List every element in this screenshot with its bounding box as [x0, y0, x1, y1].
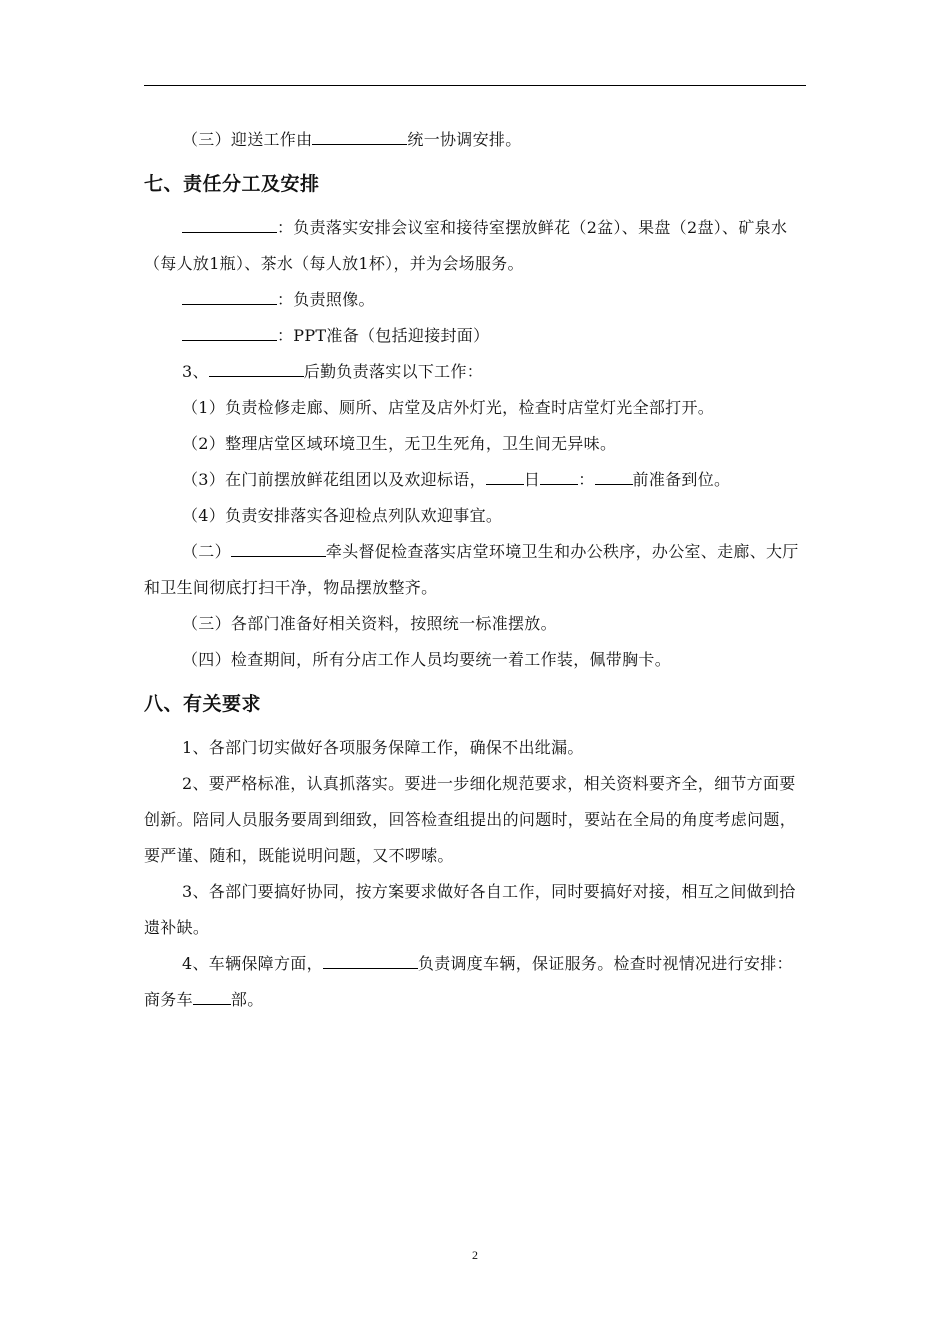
fill-in-blank-minute[interactable] [595, 467, 633, 485]
section-title-responsibilities: 七、责任分工及安排 [144, 173, 320, 195]
paragraph-environment-check [144, 534, 806, 606]
fill-in-blank[interactable] [182, 215, 277, 233]
paragraph-requirement-4 [144, 946, 806, 1018]
text-segment: 牵头督促检查落实店堂环境卫生和办公秩序，办公室、走廊、大厅和卫生间彻底打扫干净，物品摆放整齐。 [144, 542, 799, 597]
text-segment: 统一协调安排。 [407, 130, 522, 149]
fill-in-blank[interactable] [323, 951, 418, 969]
fill-in-blank[interactable] [182, 287, 277, 305]
paragraph-requirement-3: 3、各部门要搞好协同，按方案要求做好各自工作，同时要搞好对接，相互之间做到拾遗补缺。 [144, 882, 796, 937]
text-segment: 3、 [182, 362, 209, 381]
fill-in-blank[interactable] [209, 359, 304, 377]
text-segment: （二） [182, 542, 231, 561]
paragraph-requirement-2: 2、要严格标准，认真抓落实。要进一步细化规范要求，相关资料要齐全，细节方面要创新。陪同人员服务要周到细致，回答检查组提出的问题时，要站在全局的角度考虑问题，要严谨、随和，既能说明问题，又不啰嗦。 [144, 774, 797, 865]
section-title-requirements: 八、有关要求 [144, 693, 262, 715]
text-segment: （三）迎送工作由 [182, 130, 313, 149]
paragraph-logistics [144, 354, 806, 390]
fill-in-blank-hour[interactable] [540, 467, 578, 485]
paragraph-materials: （三）各部门准备好相关资料，按照统一标准摆放。 [182, 614, 557, 633]
fill-in-blank[interactable] [231, 539, 326, 557]
paragraph-duty-ppt [144, 318, 806, 354]
paragraph-duty-meeting-room [144, 210, 806, 282]
text-segment: 前准备到位。 [632, 470, 731, 489]
paragraph-logistics-1: （1）负责检修走廊、厕所、店堂及店外灯光，检查时店堂灯光全部打开。 [182, 398, 715, 417]
text-segment: ： [578, 470, 595, 489]
paragraph-uniform: （四）检查期间，所有分店工作人员均要统一着工作装，佩带胸卡。 [182, 650, 672, 669]
paragraph-requirement-1: 1、各部门切实做好各项服务保障工作，确保不出纰漏。 [182, 738, 584, 757]
text-segment: ：负责照像。 [277, 290, 375, 309]
fill-in-blank[interactable] [312, 127, 407, 145]
fill-in-blank-day[interactable] [486, 467, 524, 485]
text-segment: 负责调度车辆，保证服务。检查时视情况进行安排：商务车 [144, 954, 793, 1009]
text-segment: 部。 [230, 990, 264, 1009]
text-segment: 4、车辆保障方面， [182, 954, 323, 973]
page-number: 2 [472, 1248, 478, 1262]
document-body [144, 122, 806, 1018]
paragraph-logistics-4: （4）负责安排落实各迎检点列队欢迎事宜。 [182, 506, 503, 525]
text-segment: （3）在门前摆放鲜花组团以及欢迎标语， [182, 470, 486, 489]
text-segment: 后勤负责落实以下工作： [303, 362, 484, 381]
text-segment: ：负责落实安排会议室和接待室摆放鲜花（2盆）、果盘（2盘）、矿泉水（每人放1瓶）、茶水（每人放1杯），并为会场服务。 [144, 218, 788, 273]
fill-in-blank[interactable] [182, 323, 277, 341]
paragraph-logistics-2: （2）整理店堂区域环境卫生，无卫生死角，卫生间无异味。 [182, 434, 617, 453]
paragraph-logistics-3 [144, 462, 806, 498]
paragraph-reception-coordination [144, 122, 806, 158]
paragraph-duty-photo [144, 282, 806, 318]
text-segment: 日 [523, 470, 541, 489]
fill-in-blank-vehicle-count[interactable] [193, 987, 231, 1005]
header-rule [144, 85, 806, 86]
text-segment: ：PPT准备（包括迎接封面） [277, 326, 490, 345]
